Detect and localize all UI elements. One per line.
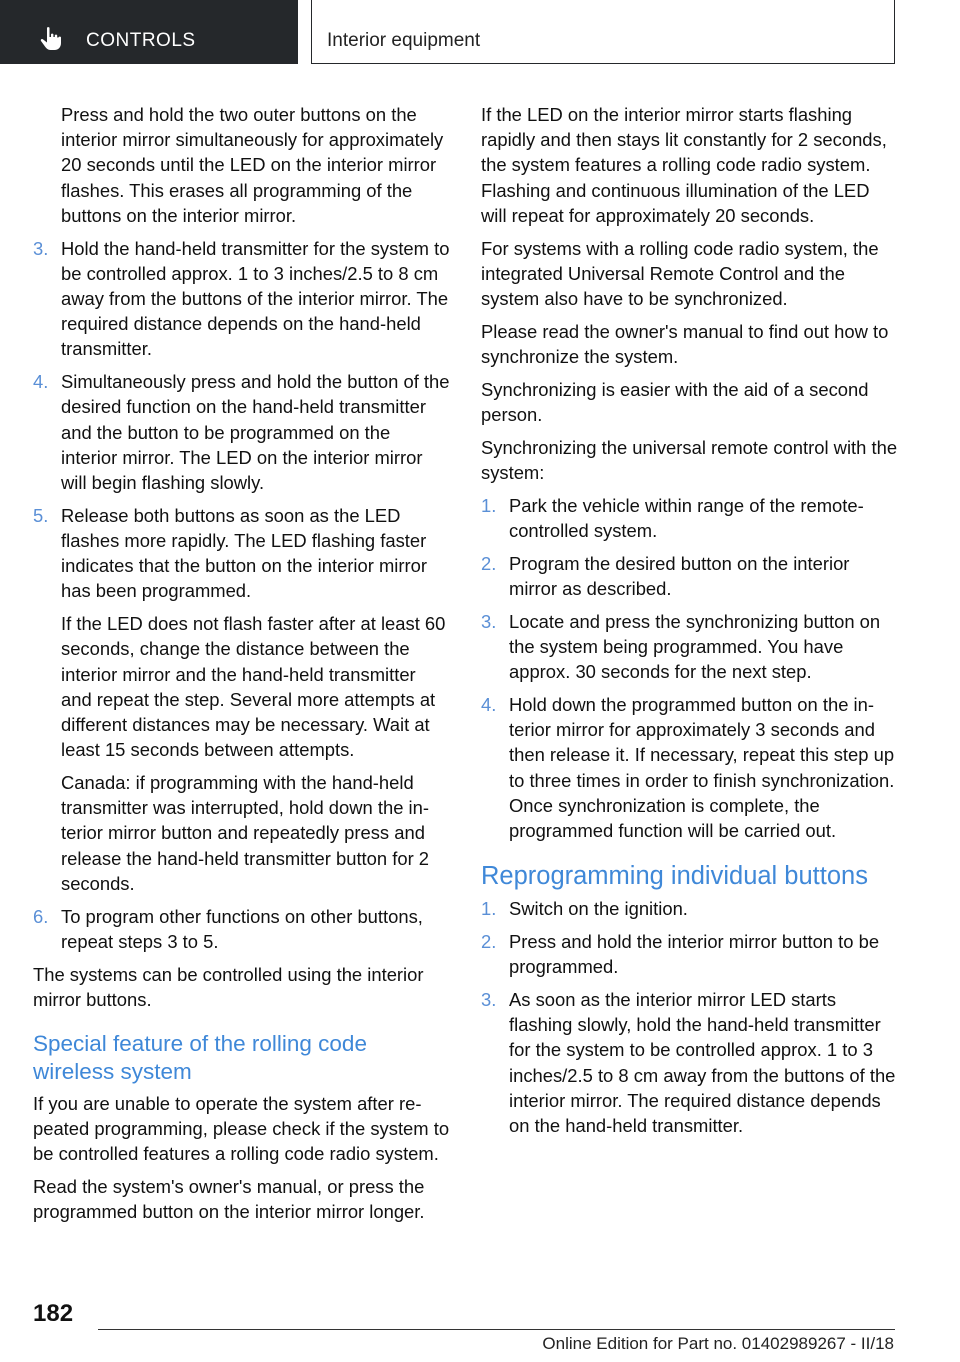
chapter-title: Interior equipment — [327, 30, 481, 51]
step-number: 1. — [481, 898, 497, 920]
step-text: Park the vehicle within range of the remote-controlled system. — [509, 494, 864, 542]
paragraph: The systems can be controlled using the interior mirror buttons. — [33, 963, 424, 1010]
page-number: 182 — [33, 1300, 74, 1327]
step-number: 2. — [481, 931, 497, 953]
footer-divider — [98, 1329, 895, 1330]
programming-steps — [33, 236, 451, 954]
step-text: Hold the hand-held transmitter for the system to be controlled approx. 1 to 3 inches/2.5 to 8 cm away from the buttons of the interior mirror. The required distance depends on the hand-held transmitter. — [61, 237, 450, 360]
paragraph: Please read the owner's manual to find out how to synchronize the system. — [481, 320, 889, 368]
step-text: Switch on the ignition. — [509, 898, 688, 920]
step-number: 3. — [481, 989, 497, 1011]
paragraph: Read the system's owner's manual, or press the programmed button on the interior mirror longer. — [33, 1176, 425, 1223]
step-text: Press and hold the interior mirror button to be programmed. — [509, 931, 880, 978]
step-text: Simultaneously press and hold the button of the desired function on the hand-held transmitter and the button to be programmed on the interior mirror. The LED on the interior mirror will begin flashing slowly. — [61, 371, 450, 494]
step-text: To program other functions on other buttons, repeat steps 3 to 5. — [61, 905, 423, 952]
list-item — [33, 369, 451, 495]
step-number: 2. — [481, 552, 497, 574]
list-item — [33, 904, 451, 954]
list-item — [33, 503, 451, 896]
list-item — [481, 609, 899, 685]
step-text: As soon as the interior mirror LED starts flashing slowly, hold the hand-held transmitter for the system to be controlled approx. 1 to 3 inches/2.5 to 8 cm away from the buttons of the interior mirror. The required distance depends on the hand-held transmitter. — [509, 989, 896, 1137]
sync-steps — [481, 493, 899, 843]
section-heading: Reprogramming individual buttons — [481, 862, 868, 891]
list-item — [481, 896, 899, 921]
paragraph: Synchronizing the universal remote control with the system: — [481, 436, 898, 484]
section-tab — [0, 0, 298, 64]
step-text: Program the desired button on the interior mirror as described. — [509, 552, 850, 600]
chapter-tab — [311, 0, 895, 64]
step-number: 4. — [33, 371, 49, 393]
paragraph: Synchronizing is easier with the aid of a second person. — [481, 378, 869, 426]
step-number: 3. — [33, 237, 49, 259]
step-number: 6. — [33, 905, 49, 927]
list-item — [481, 493, 899, 543]
list-item — [481, 929, 899, 979]
step-text: Hold down the programmed button on the interior mirror for approximately 3 seconds and then release it. If necessary, repeat this step up to three times in order to finish synchronization. Once synchronization is complete, the programmed function will be carried out. — [509, 694, 895, 842]
hand-pointer-icon — [38, 25, 64, 51]
list-item — [481, 987, 899, 1138]
step-number: 3. — [481, 610, 497, 632]
left-column — [33, 102, 451, 1232]
section-heading: Special feature of the rolling code wireless system — [33, 1031, 367, 1084]
paragraph: For systems with a rolling code radio system, the integrated Universal Remote Control and the system also have to be synchronized. — [481, 237, 879, 310]
reprogramming-steps — [481, 896, 899, 1138]
step-number: 4. — [481, 694, 497, 716]
step-text: Release both buttons as soon as the LED flashes more rapidly. The LED flashing faster indicates that the button on the interior mirror has been programmed. — [61, 504, 427, 602]
paragraph: If the LED on the interior mirror starts flashing rapidly and then stays lit constantly for 2 seconds, the system features a rolling code radio system. Flashing and continuous illumination of the LED will repeat for approximately 20 seconds. — [481, 104, 887, 226]
paragraph: If you are unable to operate the system after repeated programming, please check if the system to be controlled features a rolling code radio system. — [33, 1093, 450, 1165]
edition-note: Online Edition for Part no. 01402989267 - II/18 — [542, 1334, 894, 1353]
right-column — [481, 102, 899, 1146]
section-title: CONTROLS — [86, 30, 196, 51]
list-item — [481, 692, 899, 843]
step-note: If the LED does not flash faster after at least 60 seconds, change the distance between the interior mirror and the hand-held transmitter and repeat the step. Several more attempts at different distances may be necessary. Wait at least 15 seconds between attempts. — [61, 613, 446, 761]
step-number: 5. — [33, 504, 49, 526]
step-note-canada: Canada: if programming with the hand-held transmitter was interrupted, hold down the interior mirror button and repeatedly press and release the hand-held transmitter button for 2 seconds. — [61, 772, 430, 894]
list-item — [33, 236, 451, 362]
step-2-continuation: Press and hold the two outer buttons on the interior mirror simultaneously for approximately 20 seconds until the LED on the interior mirror flashes. This erases all programming of the buttons on the interior mirror. — [61, 104, 444, 226]
step-text: Locate and press the synchronizing button on the system being programmed. You have approx. 30 seconds for the next step. — [509, 610, 881, 683]
list-item — [481, 551, 899, 601]
step-number: 1. — [481, 494, 497, 516]
